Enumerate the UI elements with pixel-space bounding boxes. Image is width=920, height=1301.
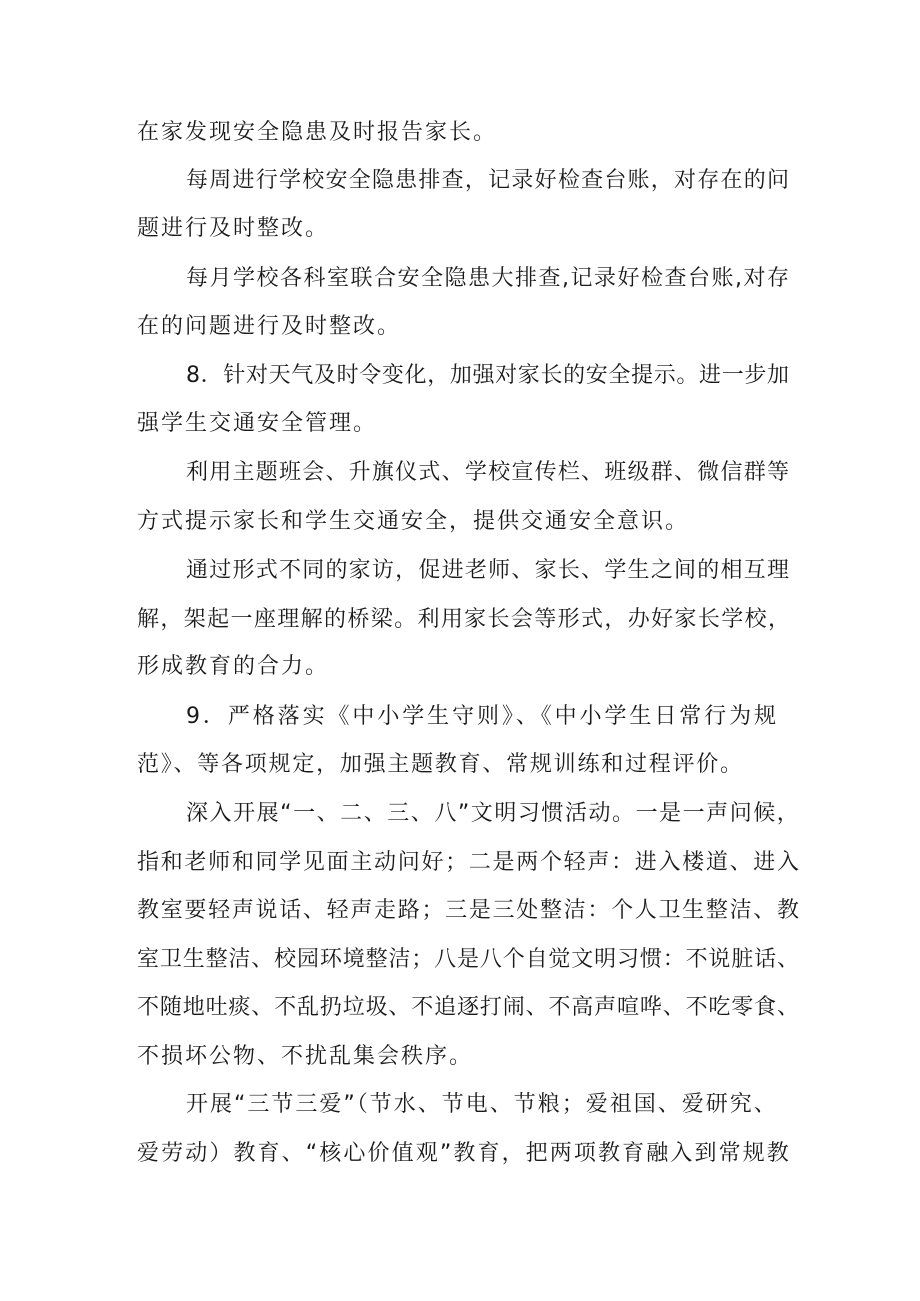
text-line: 深入开展“一、二、三、八”文明习惯活动。一是一声问候， [186,801,801,826]
text-line: 每周进行学校安全隐患排查，记录好检查台账，对存在的问 [186,168,791,193]
text-line: 在家发现安全隐患及时报告家长。 [137,120,498,145]
text-line: 教室要轻声说话、轻声走路；三是三处整洁：个人卫生整洁、教 [137,898,801,923]
text-line: 题进行及时整改。 [137,216,330,241]
text-line: 指和老师和同学见面主动问好；二是两个轻声：进入楼道、进入 [137,850,801,875]
text-line: 形成教育的合力。 [137,654,330,679]
text-line: 9．严格落实《中小学生守则》、《中小学生日常行为规 [186,704,779,729]
text-line: 通过形式不同的家访，促进老师、家长、学生之间的相互理 [186,558,791,583]
text-line: 每月学校各科室联合安全隐患大排查,记录好检查台账,对存 [186,266,791,291]
text-line: 开展“三节三爱”（节水、节电、节粮；爱祖国、爱研究、 [186,1092,778,1117]
text-line: 室卫生整洁、校园环境整洁；八是八个自觉文明习惯：不说脏话、 [137,947,800,972]
text-line: 强学生交通安全管理。 [137,411,378,436]
text-line: 方式提示家长和学生交通安全，提供交通安全意识。 [137,509,690,534]
text-line: 在的问题进行及时整改。 [137,314,402,339]
text-line: 不随地吐痰、不乱扔垃圾、不追逐打闹、不高声喧哗、不吃零食、 [137,995,800,1020]
text-line: 范》、等各项规定，加强主题教育、常规训练和过程评价。 [137,752,744,777]
text-line: 利用主题班会、升旗仪式、学校宣传栏、班级群、微信群等 [186,460,791,485]
text-line: 不损坏公物、不扰乱集会秩序。 [137,1044,474,1069]
text-line: 8．针对天气及时令变化，加强对家长的安全提示。进一步加 [186,363,790,388]
text-line: 爱劳动）教育、“核心价值观”教育，把两项教育融入到常规教 [137,1141,791,1166]
text-line: 解，架起一座理解的桥梁。利用家长会等形式，办好家长学校， [137,607,792,632]
